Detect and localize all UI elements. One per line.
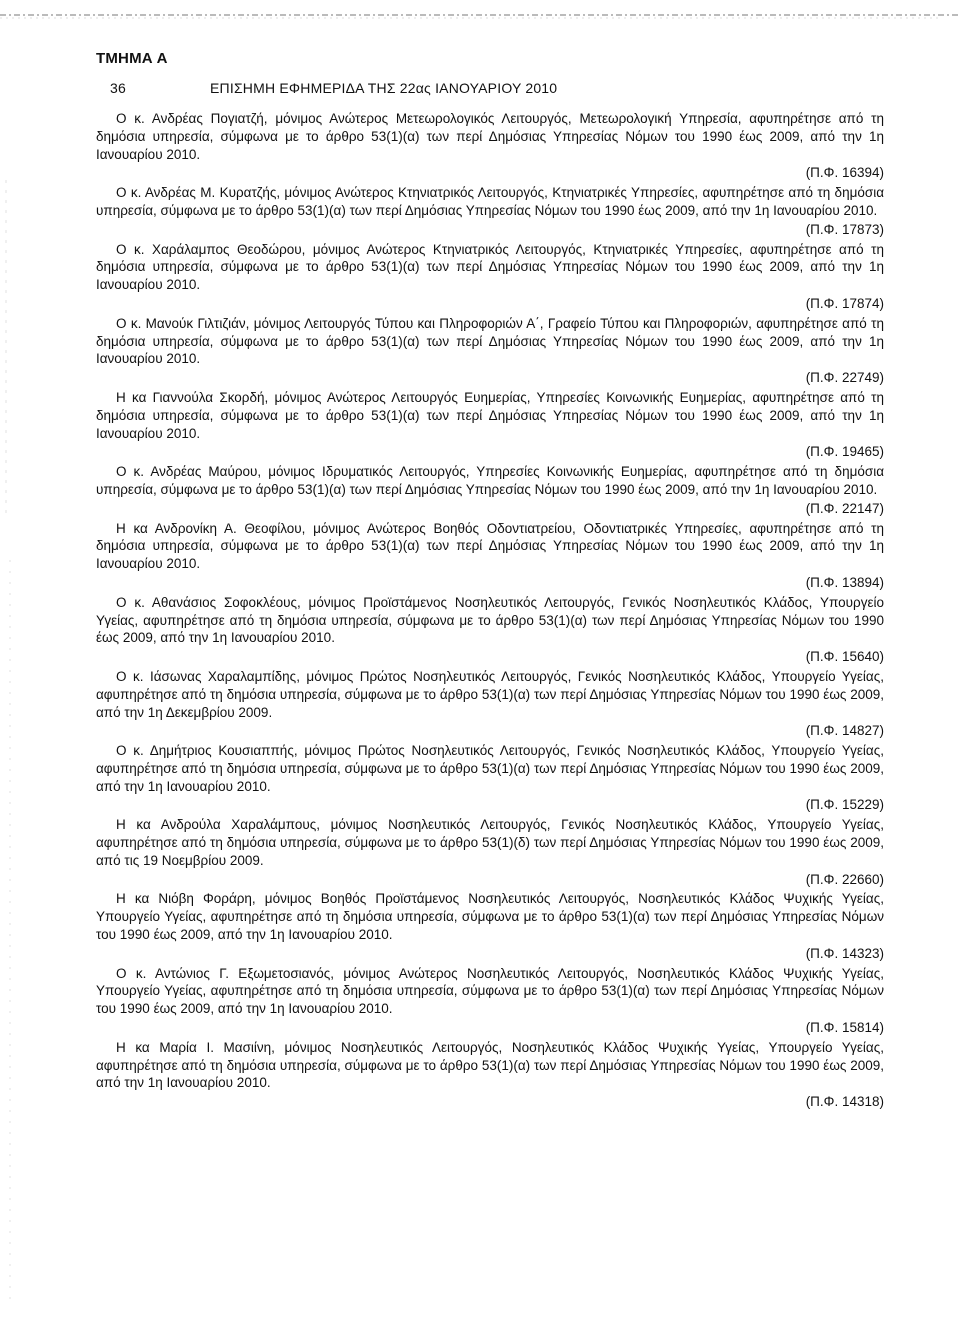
notice-reference: (Π.Φ. 17873) [805, 221, 884, 237]
retirement-notice [96, 890, 884, 962]
notice-text: Ο κ. Αθανάσιος Σοφοκλέους, μόνιμος Προϊστάμενος Νοσηλευτικός Λειτουργός, Γενικός Νοσηλευτικός Κλάδος, Υπουργείο Υγείας, αφυπηρέτησε από τη δημόσια υπηρεσία, σύμφωνα με το άρθρο 53(1)(α) των περί Δημόσιας Υπηρεσίας Νόμων του 1990 έως 2009, από την 1η Ιανουαρίου 2010. [96, 594, 884, 646]
retirement-notice [96, 184, 884, 238]
notice-text: Ο κ. Ανδρέας Πογιατζή, μόνιμος Ανώτερος Μετεωρολογικός Λειτουργός, Μετεωρολογική Υπηρεσία, αφυπηρέτησε από τη δημόσια υπηρεσία, σύμφωνα με το άρθρο 53(1)(α) των περί Δημόσιας Υπηρεσίας Νόμων του 1990 έως 2009, από την 1η Ιανουαρίου 2010. [96, 111, 884, 162]
notice-reference: (Π.Φ. 14323) [805, 945, 884, 961]
scan-edge-marks [0, 0, 20, 1337]
notice-text: Ο κ. Ιάσωνας Χαραλαμπίδης, μόνιμος Πρώτος Νοσηλευτικός Λειτουργός, Γενικός Νοσηλευτικός Κλάδος, Υπουργείο Υγείας, αφυπηρέτησε από τη δημόσια υπηρεσία, σύμφωνα με το άρθρο 53(1)(α) των περί Δημόσιας Υπηρεσίας Νόμων του 1990 έως 2009, από την 1η Δεκεμβρίου 2009. [96, 668, 884, 720]
retirement-notice [96, 1039, 884, 1111]
retirement-notice [96, 315, 884, 387]
notice-text: Ο κ. Αντώνιος Γ. Εξωμετοσιανός, μόνιμος Ανώτερος Νοσηλευτικός Λειτουργός, Νοσηλευτικός Κλάδος Ψυχικής Υγείας, Υπουργείο Υγείας, αφυπηρέτησε από τη δημόσια υπηρεσία, σύμφωνα με το άρθρο 53(1)(α) των περί Δημόσιας Υπηρεσίας Νόμων του 1990 έως 2009, από την 1η Ιανουαρίου 2010. [96, 965, 884, 1017]
notice-text: Η κα Μαρία Ι. Μασιίνη, μόνιμος Νοσηλευτικός Λειτουργός, Νοσηλευτικός Κλάδος Ψυχικής Υγείας, Υπουργείο Υγείας, αφυπηρέτησε από τη δημόσια υπηρεσία, σύμφωνα με το άρθρο 53(1)(α) των περί Δημόσιας Υπηρεσίας Νόμων του 1990 έως 2009, από την 1η Ιανουαρίου 2010. [96, 1039, 884, 1091]
notice-reference: (Π.Φ. 22660) [805, 871, 884, 887]
retirement-notice [96, 110, 884, 182]
retirement-notice [96, 241, 884, 313]
notice-text: Ο κ. Μανούκ Γιλτιζιάν, μόνιμος Λειτουργός Τύπου και Πληροφοριών Α΄, Γραφείο Τύπου και Πληροφοριών, αφυπηρέτησε από τη δημόσια υπηρεσία, σύμφωνα με το άρθρο 53(1)(α) των περί Δημόσιας Υπηρεσίας Νόμων του 1990 έως 2009, από την 1η Ιανουαρίου 2010. [96, 315, 884, 367]
notice-text: Ο κ. Ανδρέας Μ. Κυρατζής, μόνιμος Ανώτερος Κτηνιατρικός Λειτουργός, Κτηνιατρικές Υπηρεσίες, αφυπηρέτησε από τη δημόσια υπηρεσία, σύμφωνα με το άρθρο 53(1)(α) των περί Δημόσιας Υπηρεσίας Νόμων του 1990 έως 2009, από την 1η Ιανουαρίου 2010. [96, 185, 884, 218]
running-header [110, 80, 710, 96]
retirement-notice [96, 594, 884, 666]
notice-reference: (Π.Φ. 14827) [805, 723, 884, 739]
notice-reference: (Π.Φ. 22749) [805, 370, 884, 386]
notice-reference: (Π.Φ. 16394) [805, 165, 884, 181]
notice-reference: (Π.Φ. 15814) [805, 1020, 884, 1036]
retirement-notice [96, 520, 884, 592]
top-scan-rule [0, 8, 960, 22]
notice-reference: (Π.Φ. 17874) [805, 295, 884, 311]
retirement-notice [96, 668, 884, 740]
notice-text: Ο κ. Ανδρέας Μαύρου, μόνιμος Ιδρυματικός Λειτουργός, Υπηρεσίες Κοινωνικής Ευημερίας, αφυπηρέτησε από τη δημόσια υπηρεσία, σύμφωνα με το άρθρο 53(1)(α) των περί Δημόσιας Υπηρεσίας Νόμων του 1990 έως 2009, από την 1η Ιανουαρίου 2010. [96, 464, 884, 497]
notices-list [96, 110, 884, 1113]
notice-reference: (Π.Φ. 22147) [805, 500, 884, 516]
notice-reference: (Π.Φ. 15229) [805, 797, 884, 813]
retirement-notice [96, 389, 884, 461]
notice-reference: (Π.Φ. 15640) [805, 649, 884, 665]
notice-reference: (Π.Φ. 14318) [805, 1094, 884, 1110]
retirement-notice [96, 463, 884, 517]
notice-reference: (Π.Φ. 19465) [805, 444, 884, 460]
retirement-notice [96, 816, 884, 888]
notice-text: Η κα Νιόβη Φοράρη, μόνιμος Βοηθός Προϊστάμενος Νοσηλευτικός Λειτουργός, Νοσηλευτικός Κλάδος Ψυχικής Υγείας, Υπουργείο Υγείας, αφυπηρέτησε από τη δημόσια υπηρεσία, σύμφωνα με το άρθρο 53(1)(α) των περί Δημόσιας Υπηρεσίας Νόμων του 1990 έως 2009, από την 1η Ιανουαρίου 2010. [96, 891, 884, 943]
notice-text: Η κα Ανδρούλα Χαραλάμπους, μόνιμος Νοσηλευτικός Λειτουργός, Γενικός Νοσηλευτικός Κλάδος, Υπουργείο Υγείας, αφυπηρέτησε από τη δημόσια υπηρεσία, σύμφωνα με το άρθρο 53(1)(δ) των περί Δημόσιας Υπηρεσίας Νόμων του 1990 έως 2009, από τις 19 Νοεμβρίου 2009. [96, 817, 884, 868]
notice-text: Ο κ. Δημήτριος Κουσιαππής, μόνιμος Πρώτος Νοσηλευτικός Λειτουργός, Γενικός Νοσηλευτικός Κλάδος, Υπουργείο Υγείας, αφυπηρέτησε από τη δημόσια υπηρεσία, σύμφωνα με το άρθρο 53(1)(α) των περί Δημόσιας Υπηρεσίας Νόμων του 1990 έως 2009, από την 1η Ιανουαρίου 2010. [96, 743, 884, 794]
gazette-title: ΕΠΙΣΗΜΗ ΕΦΗΜΕΡΙΔΑ ΤΗΣ 22ας ΙΑΝΟΥΑΡΙΟΥ 2010 [210, 80, 558, 96]
retirement-notice [96, 965, 884, 1037]
page-number: 36 [110, 80, 126, 96]
notice-reference: (Π.Φ. 13894) [805, 574, 884, 590]
notice-text: Η κα Γιαννούλα Σκορδή, μόνιμος Ανώτερος Λειτουργός Ευημερίας, Υπηρεσίες Κοινωνικής Ευημερίας, αφυπηρέτησε από τη δημόσια υπηρεσία, σύμφωνα με το άρθρο 53(1)(α) των περί Δημόσιας Υπηρεσίας Νόμων του 1990 έως 2009, από την 1η Ιανουαρίου 2010. [96, 389, 884, 441]
notice-text: Η κα Ανδρονίκη Α. Θεοφίλου, μόνιμος Ανώτερος Βοηθός Οδοντιατρείου, Οδοντιατρικές Υπηρεσίες, αφυπηρέτησε από τη δημόσια υπηρεσία, σύμφωνα με το άρθρο 53(1)(α) των περί Δημόσιας Υπηρεσίας Νόμων του 1990 έως 2009, από την 1η Ιανουαρίου 2010. [96, 520, 884, 572]
notice-text: Ο κ. Χαράλαμπος Θεοδώρου, μόνιμος Ανώτερος Κτηνιατρικός Λειτουργός, Κτηνιατρικές Υπηρεσίες, αφυπηρέτησε από τη δημόσια υπηρεσία, σύμφωνα με το άρθρο 53(1)(α) των περί Δημόσιας Υπηρεσίας Νόμων του 1990 έως 2009, από την 1η Ιανουαρίου 2010. [96, 241, 884, 293]
section-label: ΤΜΗΜΑ Α [96, 50, 168, 67]
retirement-notice [96, 742, 884, 814]
